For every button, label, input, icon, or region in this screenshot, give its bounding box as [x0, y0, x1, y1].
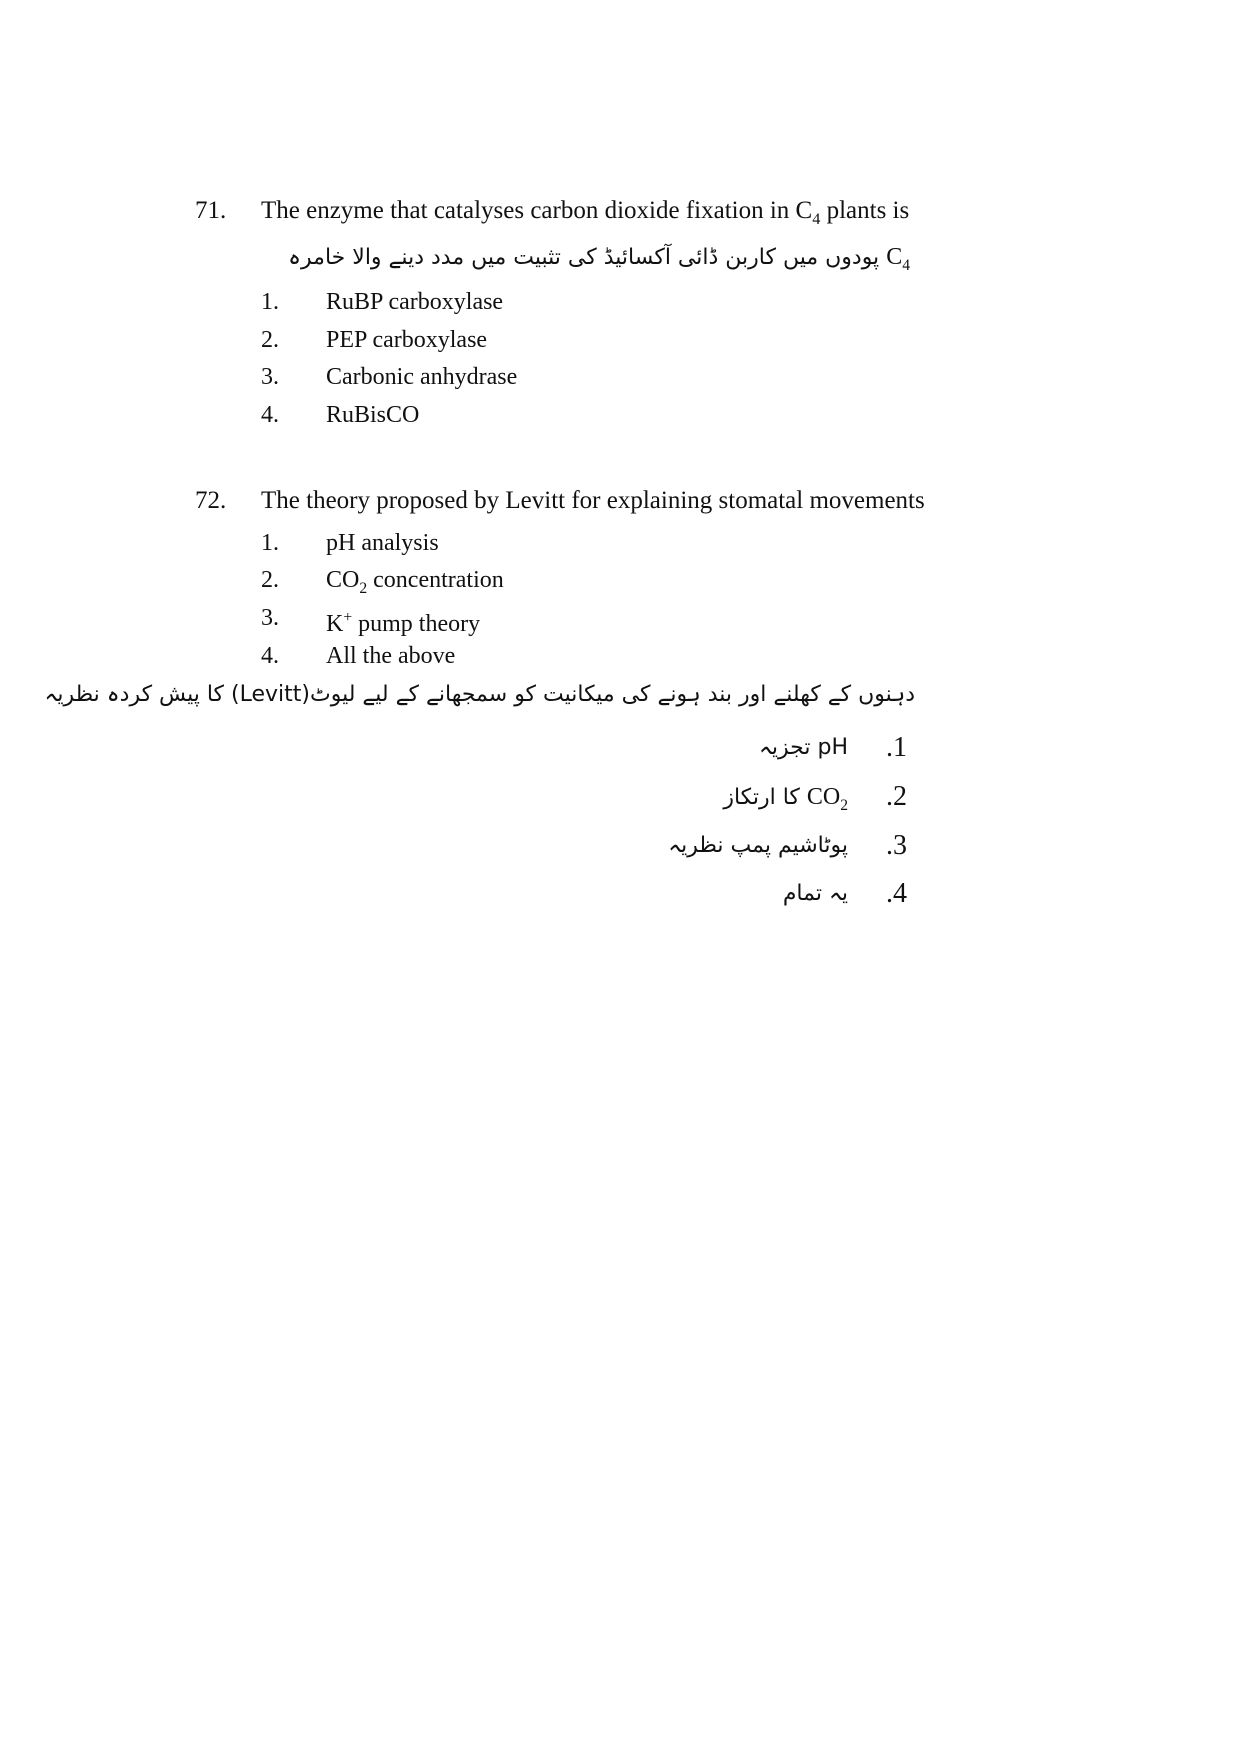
subscript: 2 — [359, 579, 368, 597]
option-text-urdu — [723, 780, 848, 823]
option-number: 4. — [261, 643, 279, 669]
question-number: 72. — [195, 487, 227, 514]
option-text-part: کا ارتکاز — [723, 785, 807, 810]
question-text-part: plants is — [820, 197, 910, 224]
option-text: All the above — [326, 643, 456, 669]
option-text: Carbonic anhydrase — [326, 364, 518, 390]
question-text — [261, 196, 909, 234]
urdu-text: پودوں میں کاربن ڈائی آکسائیڈ کی تثبیت میں مدد دینے والا خامرہ — [288, 245, 880, 270]
option-text — [326, 565, 504, 604]
option-text: RuBP carboxylase — [326, 289, 504, 315]
subscript: 4 — [902, 256, 910, 274]
option-text-part: concentration — [367, 567, 504, 593]
option-number: 4. — [261, 402, 279, 428]
question-number: 71. — [195, 197, 227, 224]
option-text-part: CO — [806, 784, 841, 810]
option-text-part: pump theory — [352, 611, 481, 637]
option-number: 2. — [261, 327, 279, 353]
option-text-urdu: pH تجزیہ — [759, 735, 848, 760]
option-number: 1. — [261, 530, 279, 556]
option-text-part: CO — [326, 567, 360, 593]
question-text-part: The enzyme that catalyses carbon dioxide fixation in C — [261, 197, 813, 224]
option-number-urdu: .1 — [886, 732, 907, 763]
option-number: 3. — [261, 605, 279, 631]
option-text-part: K — [326, 611, 344, 637]
option-number: 3. — [261, 364, 279, 390]
option-number-urdu: .4 — [886, 878, 907, 909]
option-number: 1. — [261, 289, 279, 315]
option-number-urdu: .3 — [886, 830, 907, 861]
option-number-urdu: .2 — [886, 781, 907, 812]
superscript: + — [343, 609, 353, 626]
urdu-prefix — [886, 244, 910, 274]
urdu-prefix-text: C — [886, 244, 903, 270]
subscript: 2 — [840, 796, 848, 814]
option-text-urdu: پوٹاشیم پمپ نظریہ — [668, 833, 848, 858]
question-text-urdu: دہنوں کے کھلنے اور بند ہونے کی میکانیت کو سمجھانے کے لیے لیوٹ(Levitt) کا پیش کردہ نظریہ — [44, 682, 915, 707]
option-number: 2. — [261, 567, 279, 593]
option-text — [326, 603, 480, 639]
question-text: The theory proposed by Levitt for explaining stomatal movements — [261, 487, 925, 514]
subscript: 4 — [812, 210, 821, 228]
option-text: RuBisCO — [326, 402, 420, 428]
option-text: pH analysis — [326, 530, 439, 556]
option-text-part — [806, 784, 848, 814]
question-text-urdu — [288, 240, 910, 283]
option-text: PEP carboxylase — [326, 327, 488, 353]
option-text-urdu: یہ تمام — [782, 881, 848, 906]
